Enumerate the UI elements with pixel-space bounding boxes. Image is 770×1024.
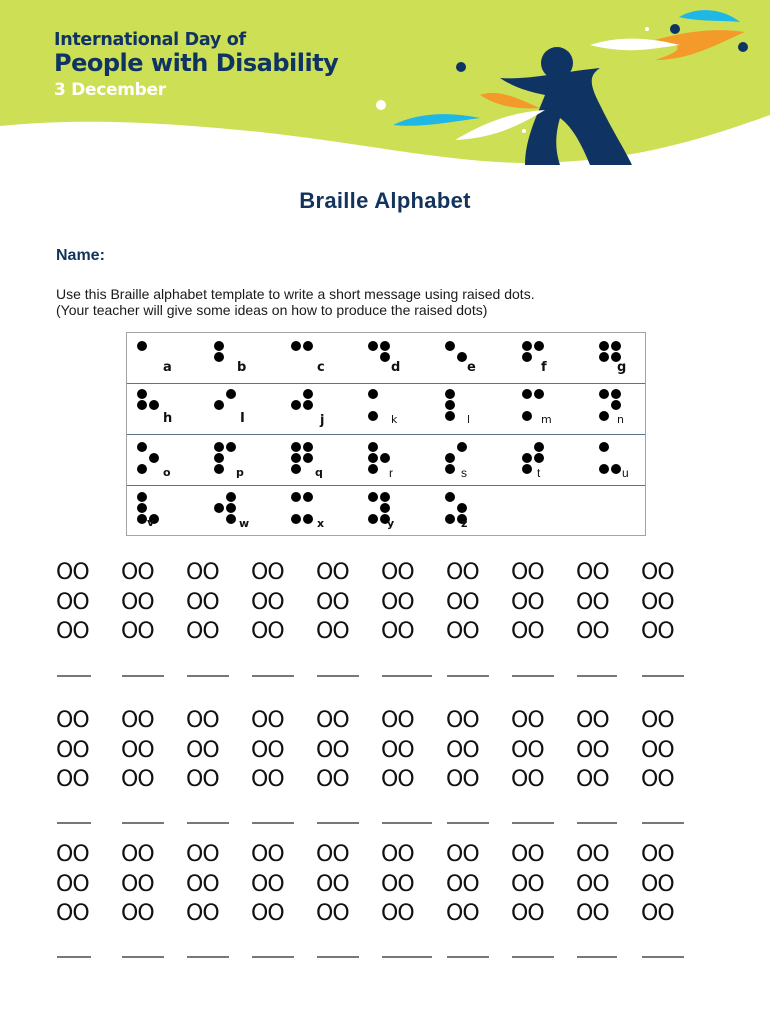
empty-dot-pair-icon: OO: [56, 737, 89, 763]
braille-dot-icon: [303, 514, 313, 524]
braille-dot-icon: [445, 492, 455, 502]
practice-braille-cell[interactable]: [576, 840, 609, 929]
braille-dot-icon: [226, 514, 236, 524]
braille-letter-label: c: [317, 360, 325, 375]
practice-braille-cell[interactable]: [316, 558, 349, 647]
braille-cell-u: [589, 435, 663, 486]
practice-braille-cell[interactable]: [511, 558, 544, 647]
empty-dot-pair-icon: OO: [511, 737, 544, 763]
name-label: Name:: [56, 247, 105, 264]
braille-dot-icon: [457, 503, 467, 513]
braille-dot-icon: [303, 492, 313, 502]
braille-dot-icon: [303, 341, 313, 351]
practice-braille-cell[interactable]: [186, 706, 219, 795]
braille-dot-icon: [149, 453, 159, 463]
braille-letter-label: f: [541, 360, 547, 375]
practice-braille-cell[interactable]: [121, 558, 154, 647]
answer-underline[interactable]: [57, 675, 91, 677]
braille-dot-icon: [303, 389, 313, 399]
braille-cell-n: [589, 384, 663, 435]
braille-dot-icon: [599, 389, 609, 399]
practice-braille-cell[interactable]: [446, 840, 479, 929]
answer-underline[interactable]: [317, 956, 359, 958]
practice-braille-cell[interactable]: [381, 706, 414, 795]
braille-cell-t: [512, 435, 586, 486]
braille-dot-icon: [291, 492, 301, 502]
braille-letter-label: p: [236, 466, 244, 479]
empty-dot-pair-icon: OO: [381, 737, 414, 763]
braille-dot-icon: [522, 389, 532, 399]
empty-dot-pair-icon: OO: [56, 560, 89, 585]
braille-letter-label: o: [163, 466, 171, 479]
empty-dot-pair-icon: OO: [251, 619, 284, 644]
braille-dot-icon: [226, 389, 236, 399]
braille-dot-icon: [445, 514, 455, 524]
alphabet-row: [127, 384, 645, 435]
empty-dot-pair-icon: OO: [251, 737, 284, 763]
empty-dot-pair-icon: OO: [511, 901, 544, 926]
braille-letter-label: z: [461, 517, 468, 530]
braille-dot-icon: [214, 352, 224, 362]
braille-dot-icon: [522, 464, 532, 474]
braille-alphabet-table: [126, 332, 646, 536]
braille-dot-icon: [368, 514, 378, 524]
braille-cell-e: [435, 333, 509, 384]
braille-dot-icon: [457, 442, 467, 452]
empty-dot-pair-icon: OO: [251, 708, 284, 733]
empty-dot-pair-icon: OO: [186, 767, 219, 792]
practice-braille-cell[interactable]: [446, 558, 479, 647]
empty-dot-pair-icon: OO: [121, 901, 154, 926]
page-title: Braille Alphabet: [299, 188, 471, 213]
answer-underline[interactable]: [447, 675, 489, 677]
empty-dot-pair-icon: OO: [316, 589, 349, 615]
empty-dot-pair-icon: OO: [316, 842, 349, 867]
alphabet-row: [127, 435, 645, 486]
braille-dot-icon: [380, 503, 390, 513]
braille-cell-i: [204, 384, 278, 435]
empty-dot-pair-icon: OO: [186, 737, 219, 763]
braille-dot-icon: [611, 341, 621, 351]
braille-dot-icon: [137, 341, 147, 351]
braille-cell-s: [435, 435, 509, 486]
empty-dot-pair-icon: OO: [446, 737, 479, 763]
braille-dot-icon: [534, 341, 544, 351]
braille-dot-icon: [368, 464, 378, 474]
empty-dot-pair-icon: OO: [56, 842, 89, 867]
braille-dot-icon: [226, 503, 236, 513]
braille-dot-icon: [214, 453, 224, 463]
braille-letter-label: e: [467, 360, 476, 375]
empty-dot-pair-icon: OO: [641, 589, 674, 615]
empty-dot-pair-icon: OO: [446, 842, 479, 867]
braille-dot-icon: [599, 411, 609, 421]
instructions: [56, 286, 535, 318]
instructions-line-1: Use this Braille alphabet template to write a short message using raised dots.: [56, 286, 535, 302]
empty-dot-pair-icon: OO: [251, 560, 284, 585]
braille-dot-icon: [214, 400, 224, 410]
empty-dot-pair-icon: OO: [121, 560, 154, 585]
empty-dot-pair-icon: OO: [576, 842, 609, 867]
braille-cell-m: [512, 384, 586, 435]
empty-dot-pair-icon: OO: [641, 619, 674, 644]
practice-braille-cell[interactable]: [121, 840, 154, 929]
braille-dot-icon: [303, 453, 313, 463]
empty-dot-pair-icon: OO: [641, 842, 674, 867]
practice-braille-cell[interactable]: [576, 558, 609, 647]
empty-dot-pair-icon: OO: [251, 871, 284, 897]
instructions-line-2: (Your teacher will give some ideas on how to produce the raised dots): [56, 302, 488, 318]
braille-dot-icon: [137, 389, 147, 399]
empty-dot-pair-icon: OO: [121, 619, 154, 644]
braille-dot-icon: [445, 411, 455, 421]
braille-dot-icon: [380, 492, 390, 502]
empty-dot-pair-icon: OO: [511, 589, 544, 615]
logo-date: 3 December: [54, 80, 166, 100]
answer-underline[interactable]: [577, 956, 617, 958]
empty-dot-pair-icon: OO: [121, 708, 154, 733]
answer-underline[interactable]: [577, 822, 617, 824]
braille-cell-g: [589, 333, 663, 384]
empty-dot-pair-icon: OO: [511, 871, 544, 897]
empty-dot-pair-icon: OO: [251, 589, 284, 615]
answer-underline[interactable]: [512, 675, 554, 677]
empty-dot-pair-icon: OO: [641, 560, 674, 585]
braille-cell-o: [127, 435, 201, 486]
answer-underline[interactable]: [187, 675, 229, 677]
empty-dot-pair-icon: OO: [381, 708, 414, 733]
braille-dot-icon: [445, 464, 455, 474]
braille-dot-icon: [380, 453, 390, 463]
answer-underline[interactable]: [382, 822, 432, 824]
empty-dot-pair-icon: OO: [381, 560, 414, 585]
answer-underline[interactable]: [122, 675, 164, 677]
braille-dot-icon: [368, 492, 378, 502]
answer-underline[interactable]: [642, 956, 684, 958]
braille-letter-label: g: [617, 360, 627, 375]
practice-braille-cell[interactable]: [446, 706, 479, 795]
answer-underline[interactable]: [382, 675, 432, 677]
empty-dot-pair-icon: OO: [576, 767, 609, 792]
logo-line-1: International Day of: [54, 30, 246, 50]
braille-dot-icon: [226, 492, 236, 502]
answer-underline[interactable]: [57, 956, 91, 958]
braille-cell-x: [281, 486, 355, 537]
answer-underline[interactable]: [512, 956, 554, 958]
braille-letter-label: a: [163, 360, 172, 375]
empty-dot-pair-icon: OO: [186, 871, 219, 897]
braille-cell-p: [204, 435, 278, 486]
braille-cell-v: [127, 486, 201, 537]
braille-letter-label: x: [317, 517, 325, 530]
empty-dot-pair-icon: OO: [511, 619, 544, 644]
practice-braille-cell[interactable]: [251, 706, 284, 795]
braille-dot-icon: [137, 514, 147, 524]
answer-underline[interactable]: [122, 822, 164, 824]
practice-braille-cell[interactable]: [316, 840, 349, 929]
empty-dot-pair-icon: OO: [186, 842, 219, 867]
empty-dot-pair-icon: OO: [641, 901, 674, 926]
braille-dot-icon: [303, 400, 313, 410]
braille-dot-icon: [214, 341, 224, 351]
practice-braille-cell[interactable]: [511, 706, 544, 795]
empty-dot-pair-icon: OO: [56, 871, 89, 897]
practice-braille-cell[interactable]: [381, 558, 414, 647]
empty-dot-pair-icon: OO: [576, 737, 609, 763]
empty-dot-pair-icon: OO: [186, 589, 219, 615]
empty-dot-pair-icon: OO: [511, 560, 544, 585]
empty-dot-pair-icon: OO: [186, 708, 219, 733]
braille-dot-icon: [137, 400, 147, 410]
braille-cell-z: [435, 486, 509, 537]
braille-dot-icon: [291, 442, 301, 452]
empty-dot-pair-icon: OO: [56, 901, 89, 926]
empty-dot-pair-icon: OO: [316, 708, 349, 733]
braille-letter-label: y: [387, 517, 395, 530]
empty-dot-pair-icon: OO: [446, 560, 479, 585]
practice-braille-cell[interactable]: [56, 558, 89, 647]
answer-underline[interactable]: [577, 675, 617, 677]
empty-dot-pair-icon: OO: [121, 842, 154, 867]
empty-dot-pair-icon: OO: [576, 619, 609, 644]
answer-underline[interactable]: [187, 956, 229, 958]
answer-underline[interactable]: [642, 822, 684, 824]
empty-dot-pair-icon: OO: [316, 901, 349, 926]
empty-dot-pair-icon: OO: [186, 560, 219, 585]
empty-dot-pair-icon: OO: [56, 767, 89, 792]
empty-dot-pair-icon: OO: [316, 871, 349, 897]
braille-letter-label: l: [467, 413, 471, 426]
event-logo: [54, 30, 338, 101]
braille-dot-icon: [445, 400, 455, 410]
braille-letter-label: u: [622, 466, 629, 480]
braille-cell-d: [358, 333, 432, 384]
braille-letter-label: t: [537, 466, 541, 480]
alphabet-row: [127, 486, 645, 537]
braille-dot-icon: [522, 341, 532, 351]
braille-dot-icon: [226, 442, 236, 452]
empty-dot-pair-icon: OO: [121, 767, 154, 792]
braille-cell-w: [204, 486, 278, 537]
braille-dot-icon: [214, 464, 224, 474]
empty-dot-pair-icon: OO: [121, 737, 154, 763]
empty-dot-pair-icon: OO: [641, 708, 674, 733]
braille-dot-icon: [534, 453, 544, 463]
braille-dot-icon: [445, 453, 455, 463]
logo-line-2: People with Disability: [54, 49, 339, 77]
empty-dot-pair-icon: OO: [56, 589, 89, 615]
answer-underline[interactable]: [642, 675, 684, 677]
answer-underline[interactable]: [447, 822, 489, 824]
practice-braille-cell[interactable]: [316, 706, 349, 795]
braille-cell-y: [358, 486, 432, 537]
practice-braille-cell[interactable]: [251, 558, 284, 647]
braille-dot-icon: [291, 400, 301, 410]
braille-dot-icon: [291, 341, 301, 351]
empty-dot-pair-icon: OO: [381, 767, 414, 792]
braille-cell-l: [435, 384, 509, 435]
braille-letter-label: d: [391, 360, 401, 375]
empty-dot-pair-icon: OO: [641, 767, 674, 792]
braille-letter-label: n: [617, 413, 624, 426]
braille-letter-label: h: [163, 411, 173, 426]
empty-dot-pair-icon: OO: [576, 560, 609, 585]
braille-dot-icon: [291, 514, 301, 524]
empty-dot-pair-icon: OO: [381, 871, 414, 897]
practice-braille-cell[interactable]: [641, 840, 674, 929]
braille-letter-label: s: [461, 466, 467, 480]
braille-dot-icon: [291, 453, 301, 463]
braille-dot-icon: [445, 341, 455, 351]
braille-dot-icon: [291, 464, 301, 474]
answer-underline[interactable]: [252, 822, 294, 824]
braille-dot-icon: [380, 352, 390, 362]
answer-underline[interactable]: [252, 675, 294, 677]
empty-dot-pair-icon: OO: [381, 619, 414, 644]
empty-dot-pair-icon: OO: [511, 842, 544, 867]
empty-dot-pair-icon: OO: [316, 560, 349, 585]
practice-braille-cell[interactable]: [56, 840, 89, 929]
braille-letter-label: q: [315, 466, 323, 479]
braille-dot-icon: [445, 389, 455, 399]
empty-dot-pair-icon: OO: [446, 871, 479, 897]
braille-dot-icon: [368, 442, 378, 452]
braille-dot-icon: [368, 389, 378, 399]
empty-dot-pair-icon: OO: [511, 767, 544, 792]
empty-dot-pair-icon: OO: [446, 767, 479, 792]
answer-underline[interactable]: [317, 675, 359, 677]
braille-cell-r: [358, 435, 432, 486]
braille-cell-c: [281, 333, 355, 384]
braille-dot-icon: [522, 411, 532, 421]
empty-dot-pair-icon: OO: [121, 589, 154, 615]
practice-braille-cell[interactable]: [251, 840, 284, 929]
braille-cell-k: [358, 384, 432, 435]
braille-letter-label: v: [147, 516, 155, 529]
empty-dot-pair-icon: OO: [316, 767, 349, 792]
practice-braille-cell[interactable]: [186, 558, 219, 647]
braille-cell-q: [281, 435, 355, 486]
practice-braille-cell[interactable]: [641, 706, 674, 795]
empty-dot-pair-icon: OO: [446, 708, 479, 733]
braille-cell-f: [512, 333, 586, 384]
empty-dot-pair-icon: OO: [121, 871, 154, 897]
braille-letter-label: I: [240, 411, 245, 426]
braille-dot-icon: [611, 400, 621, 410]
empty-dot-pair-icon: OO: [316, 737, 349, 763]
empty-dot-pair-icon: OO: [446, 619, 479, 644]
braille-cell-a: [127, 333, 201, 384]
braille-dot-icon: [599, 352, 609, 362]
empty-dot-pair-icon: OO: [446, 589, 479, 615]
empty-dot-pair-icon: OO: [381, 589, 414, 615]
empty-dot-pair-icon: OO: [641, 871, 674, 897]
practice-braille-cell[interactable]: [511, 840, 544, 929]
empty-dot-pair-icon: OO: [641, 737, 674, 763]
empty-dot-pair-icon: OO: [186, 901, 219, 926]
braille-dot-icon: [457, 352, 467, 362]
braille-dot-icon: [137, 492, 147, 502]
empty-dot-pair-icon: OO: [56, 619, 89, 644]
answer-underline[interactable]: [317, 822, 359, 824]
braille-dot-icon: [368, 341, 378, 351]
braille-dot-icon: [599, 464, 609, 474]
braille-letter-label: r: [389, 466, 393, 480]
practice-braille-cell[interactable]: [576, 706, 609, 795]
practice-braille-cell[interactable]: [186, 840, 219, 929]
empty-dot-pair-icon: OO: [576, 708, 609, 733]
empty-dot-pair-icon: OO: [186, 619, 219, 644]
braille-letter-label: b: [237, 360, 247, 375]
braille-dot-icon: [380, 341, 390, 351]
empty-dot-pair-icon: OO: [251, 767, 284, 792]
answer-underline[interactable]: [187, 822, 229, 824]
practice-braille-cell[interactable]: [121, 706, 154, 795]
empty-dot-pair-icon: OO: [446, 901, 479, 926]
braille-dot-icon: [137, 464, 147, 474]
header-banner: [0, 0, 770, 170]
braille-cell-h: [127, 384, 201, 435]
braille-dot-icon: [368, 453, 378, 463]
braille-letter-label: w: [239, 517, 250, 530]
empty-dot-pair-icon: OO: [511, 708, 544, 733]
practice-braille-cell[interactable]: [381, 840, 414, 929]
answer-underline[interactable]: [382, 956, 432, 958]
empty-dot-pair-icon: OO: [56, 708, 89, 733]
braille-dot-icon: [599, 442, 609, 452]
braille-dot-icon: [611, 464, 621, 474]
braille-dot-icon: [137, 442, 147, 452]
answer-underline[interactable]: [122, 956, 164, 958]
braille-cell-b: [204, 333, 278, 384]
answer-underline[interactable]: [512, 822, 554, 824]
empty-dot-pair-icon: OO: [251, 901, 284, 926]
braille-dot-icon: [534, 442, 544, 452]
braille-letter-label: k: [391, 413, 398, 426]
braille-dot-icon: [303, 442, 313, 452]
braille-dot-icon: [149, 400, 159, 410]
braille-letter-label: m: [541, 413, 552, 426]
braille-dot-icon: [611, 389, 621, 399]
answer-underline[interactable]: [57, 822, 91, 824]
empty-dot-pair-icon: OO: [251, 842, 284, 867]
answer-underline[interactable]: [252, 956, 294, 958]
empty-dot-pair-icon: OO: [316, 619, 349, 644]
empty-dot-pair-icon: OO: [381, 842, 414, 867]
braille-dot-icon: [214, 442, 224, 452]
braille-dot-icon: [522, 352, 532, 362]
empty-dot-pair-icon: OO: [576, 589, 609, 615]
braille-dot-icon: [214, 503, 224, 513]
braille-cell-j: [281, 384, 355, 435]
answer-underline[interactable]: [447, 956, 489, 958]
braille-dot-icon: [599, 341, 609, 351]
braille-letter-label: j: [320, 413, 325, 428]
empty-dot-pair-icon: OO: [381, 901, 414, 926]
braille-dot-icon: [522, 453, 532, 463]
empty-dot-pair-icon: OO: [576, 901, 609, 926]
braille-dot-icon: [534, 389, 544, 399]
braille-dot-icon: [368, 411, 378, 421]
empty-dot-pair-icon: OO: [576, 871, 609, 897]
practice-braille-cell[interactable]: [56, 706, 89, 795]
braille-dot-icon: [137, 503, 147, 513]
alphabet-row: [127, 333, 645, 384]
practice-braille-cell[interactable]: [641, 558, 674, 647]
